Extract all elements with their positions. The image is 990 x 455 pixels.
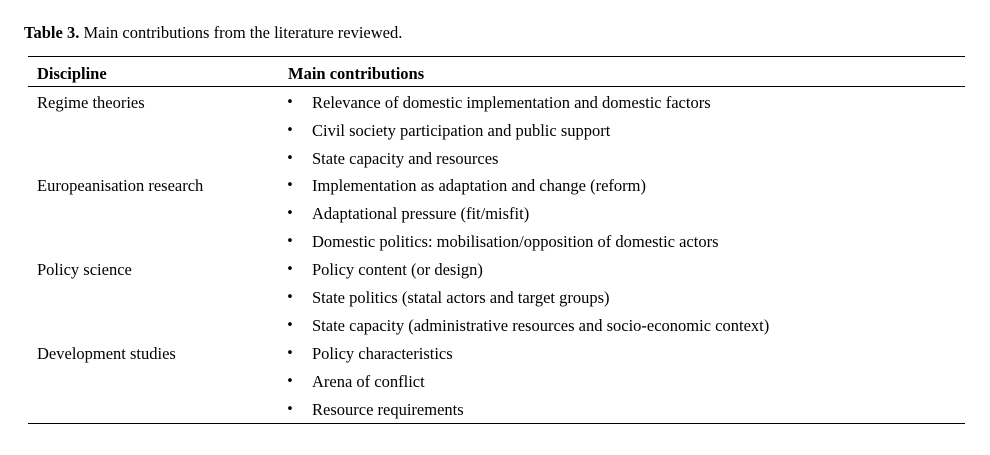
contribution-text: Domestic politics: mobilisation/opposition of domestic actors: [312, 232, 719, 251]
contribution-text: State capacity (administrative resources and socio-economic context): [312, 316, 770, 335]
contribution-text: Civil society participation and public support: [312, 121, 611, 140]
bullet-icon: •: [286, 151, 294, 166]
bullet-icon: •: [286, 402, 294, 417]
bullet-icon: •: [286, 290, 294, 305]
contribution-text: Policy characteristics: [312, 344, 453, 363]
header-main-contributions: Main contributions: [288, 64, 425, 83]
table-header-rule: [28, 86, 965, 87]
table-caption: [24, 22, 402, 44]
table-caption-text: Main contributions from the literature reviewed.: [79, 23, 403, 42]
bullet-icon: •: [286, 206, 294, 221]
contribution-text: State politics (statal actors and target groups): [312, 288, 610, 307]
table-top-rule: [28, 56, 965, 57]
discipline-regime-theories: Regime theories: [37, 93, 145, 112]
table-bottom-rule: [28, 423, 965, 424]
bullet-icon: •: [286, 178, 294, 193]
contribution-text: State capacity and resources: [312, 149, 499, 168]
contribution-text: Resource requirements: [312, 400, 464, 419]
contribution-text: Adaptational pressure (fit/misfit): [312, 204, 530, 223]
discipline-europeanisation-research: Europeanisation research: [37, 176, 204, 195]
discipline-development-studies: Development studies: [37, 344, 176, 363]
bullet-icon: •: [286, 234, 294, 249]
header-discipline: Discipline: [37, 64, 107, 83]
table-caption-label: Table 3.: [24, 23, 80, 42]
bullet-icon: •: [286, 346, 294, 361]
contribution-text: Relevance of domestic implementation and domestic factors: [312, 93, 711, 112]
discipline-policy-science: Policy science: [37, 260, 132, 279]
contribution-text: Policy content (or design): [312, 260, 483, 279]
contribution-text: Arena of conflict: [312, 372, 425, 391]
bullet-icon: •: [286, 318, 294, 333]
bullet-icon: •: [286, 262, 294, 277]
bullet-icon: •: [286, 95, 294, 110]
bullet-icon: •: [286, 123, 294, 138]
contribution-text: Implementation as adaptation and change (reform): [312, 176, 646, 195]
bullet-icon: •: [286, 374, 294, 389]
